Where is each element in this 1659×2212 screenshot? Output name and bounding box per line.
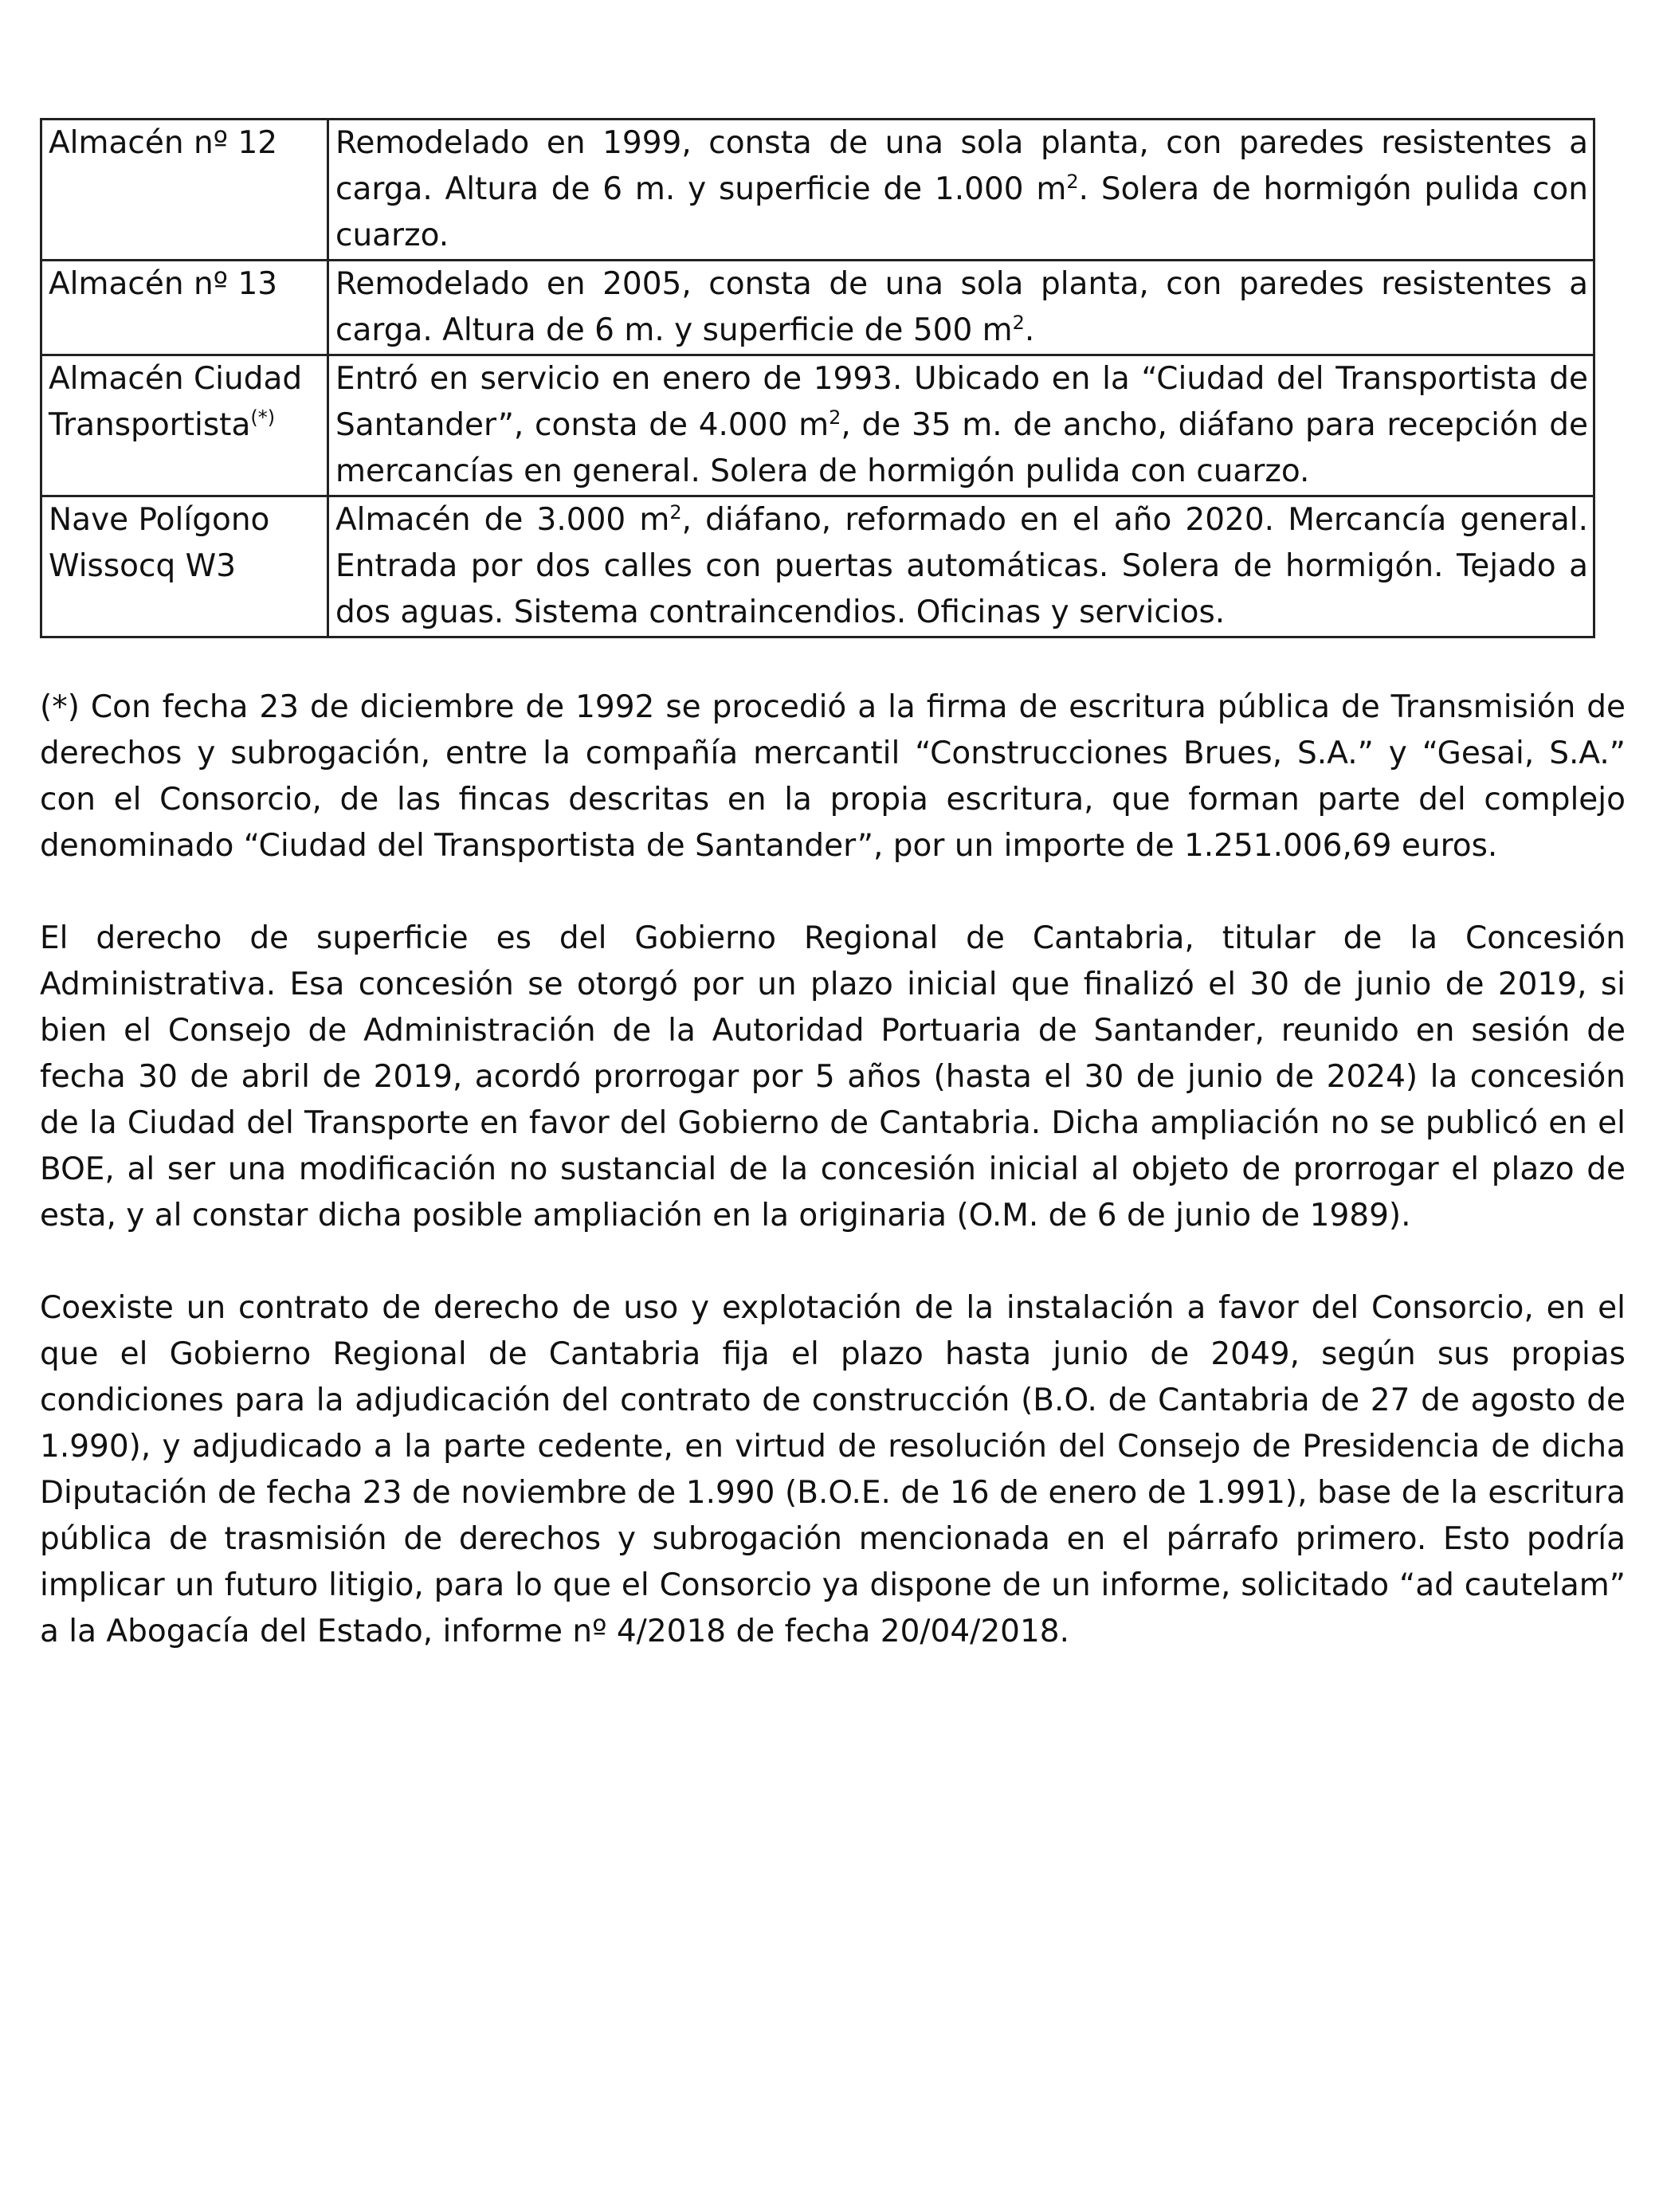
warehouse-name: Almacén nº 12 (49, 125, 278, 161)
superscript-exponent: 2 (829, 406, 841, 429)
warehouse-name: Nave Polígono Wissocq W3 (49, 502, 270, 584)
table-row (41, 496, 1594, 637)
warehouse-description-cell (328, 496, 1594, 637)
warehouse-description-cell (328, 120, 1594, 261)
table-row (41, 261, 1594, 355)
document-page (40, 118, 1626, 1701)
footnote-mark: (*) (250, 406, 276, 429)
body-paragraph: Coexiste un contrato de derecho de uso y explotación de la instalación a favor del Consorcio, en el que el Gobierno Regional de Cantabria fija el plazo hasta junio de 2049, según sus propias condiciones para la adjudicación del contrato de construcción (B.O. de Cantabria de 27 de agosto de 1.990), y adjudicado a la parte cedente, en virtud de resolución del Consejo de Presidencia de dicha Diputación de fecha 23 de noviembre de 1.990 (B.O.E. de 16 de enero de 1.991), base de la escritura pública de trasmisión de derechos y subrogación mencionada en el párrafo primero. Esto podría implicar un futuro litigio, para lo que el Consorcio ya dispone de un informe, solicitado “ad cautelam” a la Abogacía del Estado, informe nº 4/2018 de fecha 20/04/2018. (40, 1290, 1626, 1649)
description-text: Almacén de 3.000 m (335, 502, 670, 538)
warehouse-name-cell (41, 496, 328, 637)
footnote-paragraph: (*) Con fecha 23 de diciembre de 1992 se procedió a la firma de escritura pública de Transmisión de derechos y subrogación, entre la compañía mercantil “Construcciones Brues, S.A.” y “Gesai, S.A.” con el Consorcio, de las fincas descritas en la propia escritura, que forman parte del complejo denominado “Ciudad del Transportista de Santander”, por un importe de 1.251.006,69 euros. (40, 689, 1626, 864)
warehouse-description-cell (328, 355, 1594, 496)
superscript-exponent: 2 (1066, 171, 1079, 193)
warehouse-name-cell (41, 261, 328, 355)
description-text: . (1024, 312, 1035, 348)
table-row (41, 355, 1594, 496)
description-text: , de 35 m. de ancho, diáfano para recepción de mercancías en general. Solera de hormigón pulida con cuarzo. (335, 407, 1589, 489)
description-text: Remodelado en 2005, consta de una sola planta, con paredes resistentes a carga. Altura de 6 m. y superficie de 500 m (335, 266, 1588, 348)
description-text: Entró en servicio en enero de 1993. Ubicado en la “Ciudad del Transportista de Santander”, consta de 4.000 m (335, 361, 1588, 443)
description-text: , diáfano, reformado en el año 2020. Mercancía general. Entrada por dos calles con puertas automáticas. Solera de hormigón. Tejado a dos aguas. Sistema contraincendios. Oficinas y servicios. (335, 502, 1589, 630)
superscript-exponent: 2 (669, 501, 682, 524)
warehouse-name: Almacén Ciudad Transportista (49, 361, 303, 443)
notes-section (40, 684, 1626, 1655)
warehouse-table (40, 118, 1595, 638)
warehouse-name-cell (41, 120, 328, 261)
description-text: . Solera de hormigón pulida con cuarzo. (335, 171, 1589, 253)
warehouse-name: Almacén nº 13 (49, 266, 278, 302)
description-text: Remodelado en 1999, consta de una sola planta, con paredes resistentes a carga. Altura de 6 m. y superficie de 1.000 m (335, 125, 1588, 207)
superscript-exponent: 2 (1012, 312, 1025, 334)
table-row (41, 120, 1594, 261)
warehouse-name-cell (41, 355, 328, 496)
warehouse-description-cell (328, 261, 1594, 355)
body-paragraph: El derecho de superficie es del Gobierno Regional de Cantabria, titular de la Concesión Administrativa. Esa concesión se otorgó por un plazo inicial que finalizó el 30 de junio de 2019, si bien el Consejo de Administración de la Autoridad Portuaria de Santander, reunido en sesión de fecha 30 de abril de 2019, acordó prorrogar por 5 años (hasta el 30 de junio de 2024) la concesión de la Ciudad del Transporte en favor del Gobierno de Cantabria. Dicha ampliación no se publicó en el BOE, al ser una modificación no sustancial de la concesión inicial al objeto de prorrogar el plazo de esta, y al constar dicha posible ampliación en la originaria (O.M. de 6 de junio de 1989). (40, 920, 1626, 1233)
